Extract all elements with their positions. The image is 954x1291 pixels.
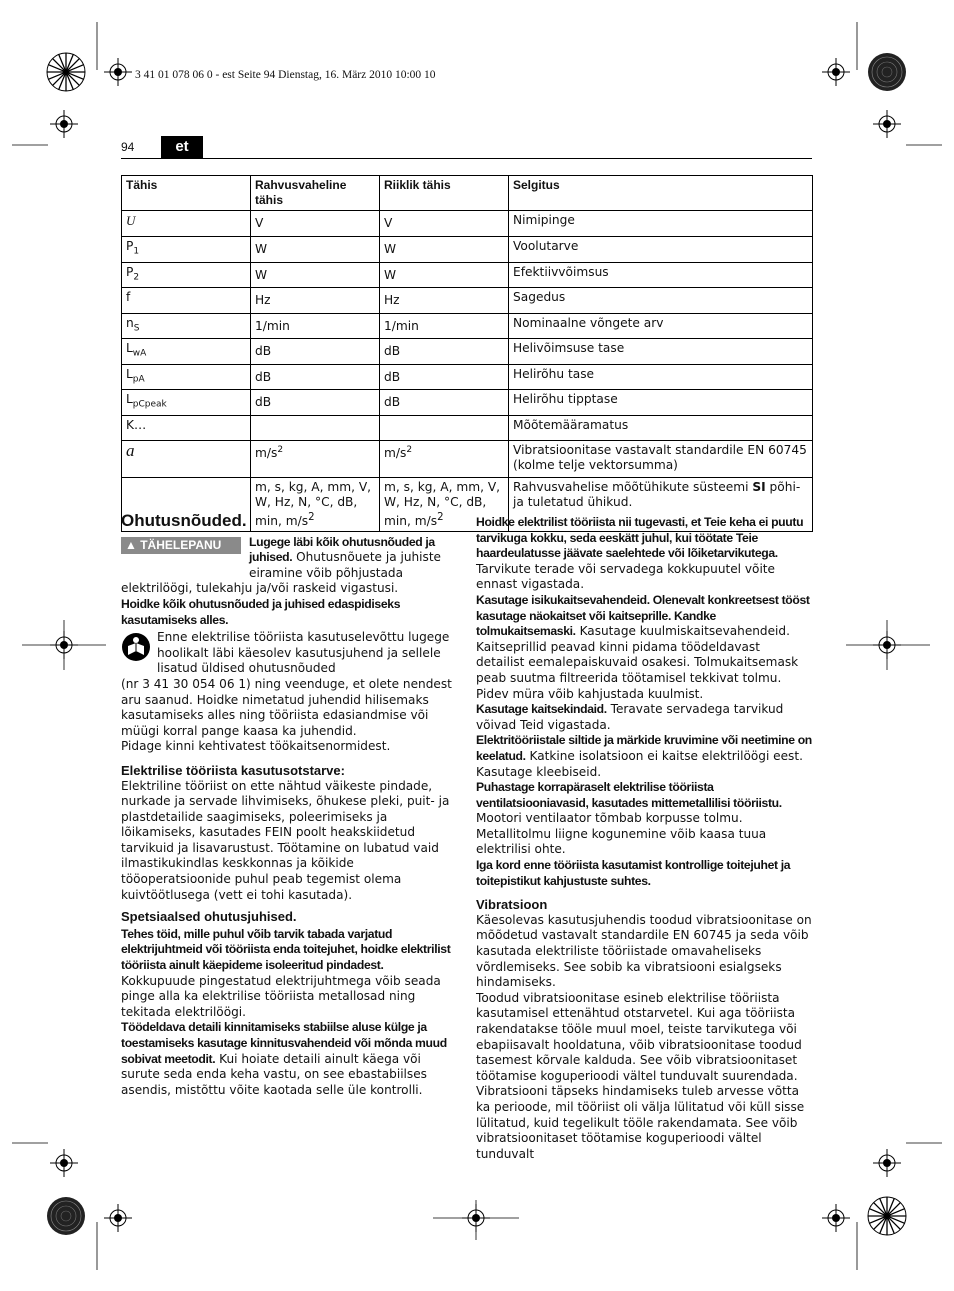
table-cell [251, 313, 380, 338]
cell-sub: S [133, 323, 140, 334]
right-column [476, 515, 812, 1162]
cell-text: W [384, 242, 397, 257]
header-rule [121, 158, 812, 159]
right-item-5-text: Mootori ventilaator tõmbab korpusse tolmu. Metallitolmu liigne kogunemine võib kaasa tuua elektrilisi ohte. [476, 811, 767, 857]
cell-sub: 2 [133, 272, 140, 283]
cell-text: 1/min [384, 318, 419, 333]
cell-text: n [126, 315, 134, 330]
cell-text: Helirõhu tipptase [513, 392, 618, 407]
cell-sub: wA [132, 348, 147, 359]
table-row [122, 390, 813, 415]
table-cell [251, 415, 380, 440]
right-item-3 [476, 702, 812, 733]
table-cell [251, 262, 380, 287]
table-cell [251, 390, 380, 415]
table-cell [251, 364, 380, 389]
table-cell [509, 364, 813, 389]
cell-text: L [126, 392, 133, 407]
table-cell [509, 440, 813, 477]
vibration-text-2: Toodud vibratsioonitase esineb elektrilise tööriista kasutamisel ettenähtud otstarvetel. Kui aga tööriista rakendatakse tööle muul moel, teiste tarvikutega või ebapiisavalt hooldatuna, võib vibratsioonitase toodud tasemest kõrvale kalduda. See võib vibratsioonitaset töötamise koguperioodi vältel tunduvalt suurendada. [476, 990, 802, 1083]
right-item-3-bold: Kasutage kaitsekindaid. [476, 702, 607, 717]
table-header-row [122, 176, 813, 211]
table-cell [509, 415, 813, 440]
table-cell [122, 415, 251, 440]
right-item-1-text: Tarvikute terade või servadega kokkupuutel võite ennast vigastada. [476, 561, 775, 592]
cell-sup: 2 [406, 444, 413, 455]
right-item-2-bold: Kasutage isikukaitsevahendeid. Olenevalt konkreetsest tööst kasutage näokaitset või kaitseprille. Kandke tolmukaitsemaski. [476, 592, 810, 639]
cell-text: V [384, 216, 393, 231]
cell-text: W [255, 267, 268, 282]
language-tab: et [161, 136, 203, 158]
table-cell [380, 339, 509, 364]
table-cell [251, 339, 380, 364]
right-item-4 [476, 733, 812, 780]
table-cell [122, 211, 251, 237]
cell-text: f [126, 290, 131, 305]
table-cell [251, 288, 380, 313]
cell-text: Efektiivvõimsus [513, 264, 609, 279]
cell-sup: 2 [308, 511, 315, 523]
column-header: Tähis [122, 176, 251, 211]
table-cell [380, 313, 509, 338]
cell-text: Rahvusvahelise mõõtühikute süsteemi [513, 479, 753, 494]
warning-text [249, 535, 455, 582]
table-cell [251, 237, 380, 262]
rules-text: Pidage kinni kehtivatest töökaitsenormidest. [121, 739, 391, 754]
table-row [122, 262, 813, 287]
cell-text: K… [126, 417, 147, 432]
table-cell [380, 390, 509, 415]
table-cell [380, 237, 509, 262]
table-cell [380, 364, 509, 389]
manual-text: Enne elektrilise tööriista kasutuselevõttu lugege hoolikalt läbi käesolev kasutusjuhend ja sellele lisatud üldised ohutusnõuded [157, 630, 450, 676]
table-cell [122, 339, 251, 364]
use-text: Elektriline tööriist on ette nähtud väikeste pindade, nurkade ja servade lihvimiseks, õhukese pleki, puit- ja plastdetailide saagimiseks, poleerimiseks ja lõikamiseks, kasutades FEIN poolt heakskiidetud tarvikuid ja lisavarustust. Töötamine on lubatud vaid ilmastikukindlas keskkonnas ja kõikide tööoperatsioonide puhul peab tegemist olema kuivtöötlusega (vett ei tohi kasutada). [121, 778, 450, 902]
cell-text: Sagedus [513, 290, 566, 305]
table-row [122, 211, 813, 237]
cell-text: L [126, 366, 133, 381]
right-item-2 [476, 593, 812, 702]
print-slug: 3 41 01 078 06 0 - est Seite 94 Dienstag, 16. März 2010 10:00 10 [135, 69, 436, 81]
read-manual-icon [121, 632, 151, 662]
warning-continuation: elektrilöögi, tulekahju ja/või raskeid vigastusi. [121, 581, 399, 596]
cell-text: dB [255, 369, 272, 384]
manual-continuation: (nr 3 41 30 054 06 1) ning veenduge, et olete nendest aru saanud. Hoidke nimetatud juhendid hilisemaks kasutamiseks alles ning tööriista edasiandmise või müügi korral pange kaasa ka juhendid. [121, 676, 452, 738]
right-item-5-bold: Puhastage korrapäraselt elektrilise tööriista ventilatsiooniavasid, kasutades mittemetallilisi tööriistu. [476, 780, 782, 810]
cell-text: P [126, 239, 134, 254]
cell-text: dB [384, 344, 401, 359]
right-item-2-text: Kasutage kuulmiskaitsevahendeid. Kaitseprillid peavad kinni pidama töödeldavast detailist eemalepaiskuvaid osakesi. Tolmukaitsemask peab suutma filtreerida töötamisel tekkivat tolmu. Pidev müra võib kahjustada kuulmist. [476, 624, 799, 701]
warning-badge [121, 537, 241, 555]
cell-text: Mõõtemääramatus [513, 417, 629, 432]
section-title: Ohutusnõuded. [121, 511, 247, 530]
cell-text: m, s, kg, A, mm, V, W, Hz, N, °C, dB, min, m/s [384, 479, 501, 528]
table-row [122, 237, 813, 262]
cell-text: Voolutarve [513, 239, 579, 254]
cell-sub: 1 [133, 246, 140, 257]
table-cell [122, 440, 251, 477]
table-cell [122, 390, 251, 415]
cell-text: põhi- ja tuletatud ühikud. [513, 479, 801, 509]
table-row [122, 415, 813, 440]
keep-instructions-text: Hoidke kõik ohutusnõuded ja juhised edaspidiseks kasutamiseks alles. [121, 596, 401, 627]
cell-text: dB [255, 395, 272, 410]
table-cell [509, 390, 813, 415]
table-cell [380, 415, 509, 440]
table-cell [251, 440, 380, 477]
table-cell [122, 313, 251, 338]
table-cell [509, 313, 813, 338]
cell-text: Helirõhu tase [513, 366, 595, 381]
table-cell [122, 364, 251, 389]
cell-text: U [126, 213, 136, 228]
left-column [121, 513, 455, 1098]
right-item-6-bold: Iga kord enne tööriista kasutamist kontrollige toitejuhet ja toitepistikut kahjustuste suhtes. [476, 858, 791, 888]
cell-text: 1/min [255, 318, 290, 333]
table-cell [509, 339, 813, 364]
cell-sub: pA [132, 374, 145, 385]
special-item-1-bold: Tehes töid, mille puhul võib tarvik tabada varjatud elektrijuhtmeid või tööriista enda toitejuhet, hoidke elektrilist tööriista ainult käepideme isoleeritud pindadest. [121, 926, 451, 973]
cell-text: P [126, 264, 134, 279]
table-cell [380, 262, 509, 287]
si-abbreviation: SI [752, 479, 766, 494]
special-item-2-text: Kui hoiate detaili ainult käega või surute seda enda keha vastu, on see ebastabiilses asendis, mistõttu võite kaotada selle üle kontrolli. [121, 1051, 427, 1097]
cell-text: Nimipinge [513, 213, 575, 227]
cell-text: Helivõimsuse tase [513, 341, 625, 356]
table-cell [122, 288, 251, 313]
special-item-1-text: Kokkupuude pingestatud elektrijuhtmega võib seada pinge alla ka elektrilise tööriista metallosad ning tekitada elektrilöögi. [121, 973, 441, 1019]
vibration-text-1: Käesolevas kasutusjuhendis toodud vibratsioonitase on mõõdetud vastavalt standardile EN 60745 ja seda võib kasutada elektriliste tööriistade omavaheliseks võrdlemiseks. See sobib ka vibratsiooni esialgseks hindamiseks. [476, 912, 812, 990]
right-item-4-bold: Elektritööriistale siltide ja märkide kruvimine või neetimine on keelatud. [476, 733, 812, 763]
table-cell [122, 262, 251, 287]
cell-text: dB [384, 395, 401, 410]
special-item-2-bold: Töödeldava detaili kinnitamiseks stabiilse aluse külge ja toestamiseks kasutage kinnitusvahendeid või mõnda muud sobivat meetodit. [121, 1020, 447, 1066]
table-cell [122, 237, 251, 262]
cell-sup: 2 [277, 444, 284, 455]
cell-text: Nominaalne võngete arv [513, 315, 664, 330]
column-header: Selgitus [509, 176, 813, 211]
cell-text: W [384, 267, 397, 282]
warning-label: TÄHELEPANU [140, 537, 222, 552]
table-row [122, 339, 813, 364]
column-header: Riiklik tähis [380, 176, 509, 211]
cell-text: Hz [384, 293, 400, 308]
cell-text: V [255, 216, 264, 231]
table-cell [380, 211, 509, 237]
cell-text: dB [255, 344, 272, 359]
special-heading: Spetsiaalsed ohutusjuhised. [121, 909, 297, 925]
cell-sup: 2 [437, 511, 444, 523]
table-row [122, 364, 813, 389]
cell-text: Vibratsioonitase vastavalt standardile EN 60745 (kolme telje vektorsumma) [513, 442, 807, 472]
warning-rest: Ohutusnõuete ja juhiste eiramine võib põhjustada [249, 550, 441, 580]
right-item-4-text: Katkine isolatsioon ei kaitse elektrilöögi eest. Kasutage kleebiseid. [476, 748, 803, 779]
cell-sub: pCpeak [132, 399, 167, 410]
cell-text: L [126, 341, 133, 356]
table-cell [380, 440, 509, 477]
cell-text: m, s, kg, A, mm, V, W, Hz, N, °C, dB, min, m/s [255, 479, 372, 528]
right-item-1-bold: Hoidke elektrilist tööriista nii tugevasti, et Teie keha ei puutu tarvikuga kokku, seda eeskätt juhul, kui töötate Teie haardeulatusse jäävate saelehtede või lõiketarvikutega. [476, 515, 804, 561]
cell-text: dB [384, 369, 401, 384]
column-header: Rahvusvaheline tähis [251, 176, 380, 211]
cell-text: m/s [255, 446, 278, 460]
table-row [122, 440, 813, 477]
table-cell [380, 288, 509, 313]
page-number: 94 [121, 140, 135, 154]
table-cell [509, 211, 813, 237]
table-cell [509, 262, 813, 287]
special-item-2 [121, 1020, 455, 1098]
symbols-table [121, 175, 813, 532]
cell-text: a [126, 440, 135, 460]
table-row [122, 313, 813, 338]
warning-bold: Lugege läbi kõik ohutusnõuded ja juhised. [249, 534, 435, 565]
warning-triangle-icon: ▲ [125, 537, 141, 552]
right-item-3-text: Teravate servadega tarvikud võivad Teid vigastada. [476, 702, 784, 732]
cell-text: W [255, 242, 268, 257]
cell-text: m/s [384, 446, 407, 460]
table-cell [509, 288, 813, 313]
vibration-heading: Vibratsioon [476, 897, 548, 913]
table-cell [509, 237, 813, 262]
vibration-text-3: Vibratsiooni täpseks hindamiseks tuleb arvesse võtta ka perioode, mil tööriist oli välja lülitatud või küll sisse lülitatud, kuid tegelikult tööle rakendamata. See võib vibratsioonitaset töötamise koguperioodi vältel tunduvalt [476, 1084, 805, 1161]
cell-text: Hz [255, 293, 271, 308]
use-heading: Elektrilise tööriista kasutusotstarve: [121, 762, 345, 778]
table-row [122, 288, 813, 313]
table-cell [251, 211, 380, 237]
